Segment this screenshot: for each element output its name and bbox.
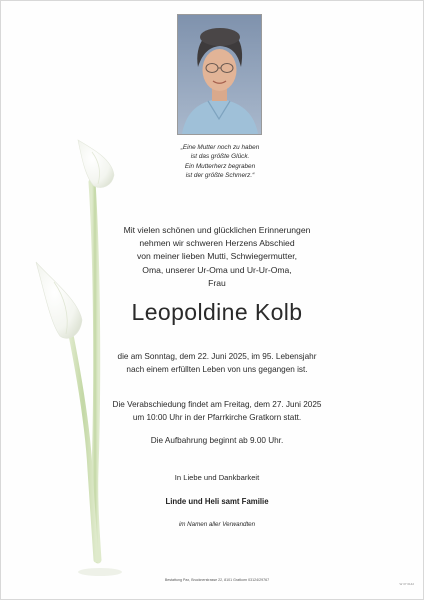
farewell-notice: [82, 399, 352, 425]
quote-line: ist das größte Glück.: [190, 153, 250, 161]
quote-line: ist der größte Schmerz.“: [185, 171, 255, 179]
viewing-notice: Die Aufbahrung beginnt ab 9.00 Uhr.: [150, 436, 284, 445]
funeral-home-footer: Bestattung Pax, Brucknerstrasse 22, 8101 Gratkorn 03124/29767: [164, 578, 270, 582]
death-line: die am Sonntag, dem 22. Juni 2025, im 95. Lebensjahr: [117, 352, 317, 361]
intro-line: nehmen wir schweren Herzens Abschied: [139, 238, 295, 249]
memorial-quote: [120, 143, 320, 180]
love-gratitude-line: In Liebe und Dankbarkeit: [174, 473, 260, 482]
relatives-line: im Namen aller Verwandten: [178, 521, 256, 528]
intro-line: Oma, unserer Ur-Oma und Ur-Ur-Oma,: [142, 264, 292, 275]
death-notice: [82, 351, 352, 377]
intro-text: [82, 224, 352, 290]
intro-line: Frau: [208, 277, 226, 288]
document-code: W 37 0142: [399, 582, 414, 586]
quote-line: Ein Mutterherz begraben: [184, 162, 256, 170]
death-line: nach einem erfüllten Leben von uns gegangen ist.: [126, 364, 308, 374]
family-signature: Linde und Heli samt Familie: [165, 497, 269, 506]
quote-line: „Eine Mutter noch zu haben: [180, 144, 260, 151]
lily-flower-top: [78, 140, 114, 188]
farewell-line: Die Verabschiedung findet am Freitag, dem 27. Juni 2025: [112, 400, 322, 409]
deceased-name: Leopoldine Kolb: [131, 299, 303, 325]
intro-line: von meiner lieben Mutti, Schwiegermutter,: [136, 251, 297, 262]
farewell-line: um 10:00 Uhr in der Pfarrkirche Gratkorn statt.: [132, 412, 302, 422]
intro-line: Mit vielen schönen und glücklichen Erinnerungen: [123, 225, 311, 235]
portrait-image: [178, 15, 261, 134]
portrait-photo: [177, 14, 262, 135]
